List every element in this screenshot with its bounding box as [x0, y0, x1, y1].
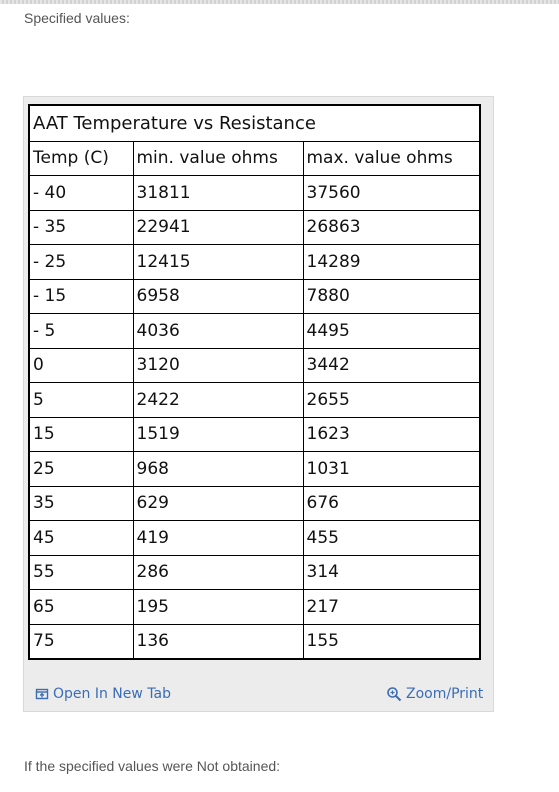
table-header-row [29, 141, 480, 176]
page-top-border [0, 0, 559, 4]
max-value-cell: 1031 [303, 452, 480, 487]
temp-cell: - 5 [29, 314, 133, 349]
table-row [29, 417, 480, 452]
temp-cell: - 35 [29, 210, 133, 245]
max-value-cell: 37560 [303, 176, 480, 211]
temp-cell: 5 [29, 383, 133, 418]
temp-cell: 75 [29, 624, 133, 659]
table-row [29, 210, 480, 245]
temp-cell: 55 [29, 555, 133, 590]
temp-cell: 25 [29, 452, 133, 487]
max-value-cell: 4495 [303, 314, 480, 349]
zoom-print-link[interactable] [386, 686, 483, 702]
min-value-cell: 3120 [133, 348, 303, 383]
column-header-min: min. value ohms [133, 141, 303, 176]
min-value-cell: 136 [133, 624, 303, 659]
max-value-cell: 26863 [303, 210, 480, 245]
min-value-cell: 1519 [133, 417, 303, 452]
table-row [29, 452, 480, 487]
open-new-tab-icon [35, 687, 49, 701]
table-row [29, 348, 480, 383]
min-value-cell: 629 [133, 486, 303, 521]
temp-cell: 45 [29, 521, 133, 556]
max-value-cell: 3442 [303, 348, 480, 383]
min-value-cell: 12415 [133, 245, 303, 280]
temp-cell: - 40 [29, 176, 133, 211]
table-row [29, 279, 480, 314]
table-row [29, 590, 480, 625]
column-header-temp: Temp (C) [29, 141, 133, 176]
min-value-cell: 286 [133, 555, 303, 590]
column-header-max: max. value ohms [303, 141, 480, 176]
table-row [29, 245, 480, 280]
temp-cell: - 15 [29, 279, 133, 314]
max-value-cell: 155 [303, 624, 480, 659]
min-value-cell: 6958 [133, 279, 303, 314]
table-row [29, 555, 480, 590]
min-value-cell: 22941 [133, 210, 303, 245]
max-value-cell: 217 [303, 590, 480, 625]
table-row [29, 624, 480, 659]
temp-cell: 35 [29, 486, 133, 521]
min-value-cell: 4036 [133, 314, 303, 349]
temp-cell: 0 [29, 348, 133, 383]
min-value-cell: 419 [133, 521, 303, 556]
table-body [29, 176, 480, 659]
temp-cell: 65 [29, 590, 133, 625]
max-value-cell: 676 [303, 486, 480, 521]
temp-cell: - 25 [29, 245, 133, 280]
table-title-row [29, 105, 480, 141]
intro-text: Specified values: [24, 10, 130, 26]
table-row [29, 314, 480, 349]
min-value-cell: 31811 [133, 176, 303, 211]
table-row [29, 521, 480, 556]
resistance-table [28, 104, 481, 660]
min-value-cell: 2422 [133, 383, 303, 418]
max-value-cell: 1623 [303, 417, 480, 452]
open-in-new-tab-link[interactable] [35, 686, 171, 702]
max-value-cell: 314 [303, 555, 480, 590]
magnifier-icon [386, 686, 402, 702]
min-value-cell: 968 [133, 452, 303, 487]
table-row [29, 486, 480, 521]
outro-text: If the specified values were Not obtained: [24, 758, 281, 774]
temp-cell: 15 [29, 417, 133, 452]
max-value-cell: 455 [303, 521, 480, 556]
table-row [29, 176, 480, 211]
max-value-cell: 2655 [303, 383, 480, 418]
open-in-new-tab-label: Open In New Tab [53, 686, 171, 702]
min-value-cell: 195 [133, 590, 303, 625]
table-title: AAT Temperature vs Resistance [29, 105, 480, 141]
max-value-cell: 14289 [303, 245, 480, 280]
max-value-cell: 7880 [303, 279, 480, 314]
zoom-print-label: Zoom/Print [406, 686, 484, 702]
table-row [29, 383, 480, 418]
